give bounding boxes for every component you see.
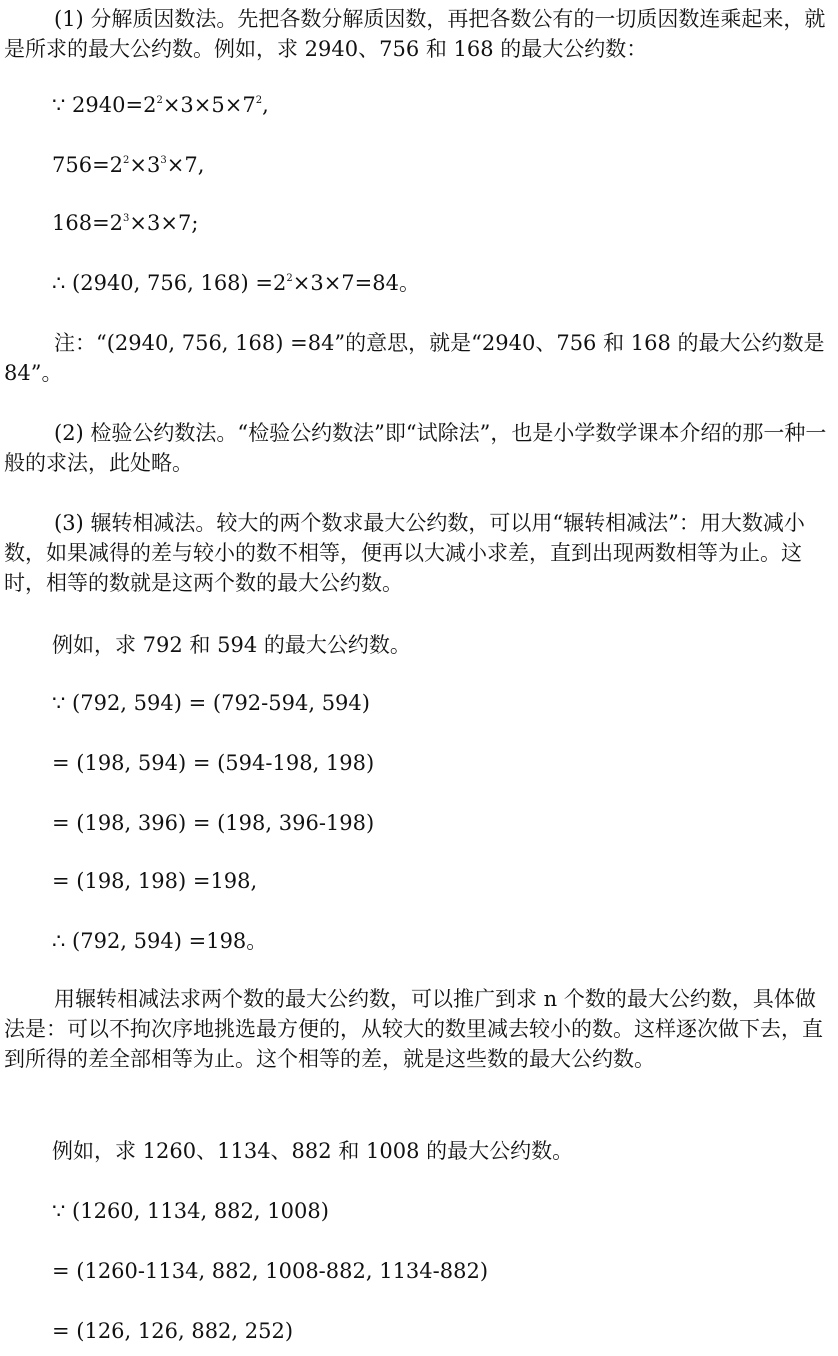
equation-line: ∴ (792, 594) =198。 (52, 929, 268, 953)
equation-text: 756=2 (52, 153, 124, 177)
equation-text: , (262, 93, 269, 117)
equation-line: = (126, 126, 882, 252) (52, 1319, 294, 1343)
paragraph-prime-factorization: (1) 分解质因数法。先把各数分解质因数，再把各数公有的一切质因数连乘起来，就是所求的最大公约数。例如，求 2940、756 和 168 的最大公约数： (4, 7, 826, 61)
paragraph-trial-division: (2) 检验公约数法。“检验公约数法”即“试除法”，也是小学数学课本介绍的那一种一般的求法，此处略。 (4, 421, 827, 475)
paragraph-subtraction-method: (3) 辗转相减法。较大的两个数求最大公约数，可以用“辗转相减法”：用大数减小数，如果减得的差与较小的数不相等，便再以大减小求差，直到出现两数相等为止。这时，相等的数就是这两个数的最大公约数。 (4, 511, 805, 595)
equation-text: ×3 (129, 153, 161, 177)
example-792-594-intro: 例如，求 792 和 594 的最大公约数。 (52, 633, 411, 657)
equation-text: ×3×7=84。 (292, 271, 420, 295)
equation-text: ×7, (166, 153, 205, 177)
equation-168 (52, 208, 198, 238)
exponent: 2 (156, 95, 163, 106)
equation-line: = (198, 396) = (198, 396-198) (52, 811, 375, 835)
exponent: 3 (123, 213, 130, 224)
equation-line: = (1260-1134, 882, 1008-882, 1134-882) (52, 1259, 489, 1283)
equation-756 (52, 150, 204, 180)
equation-line: = (198, 594) = (594-198, 198) (52, 751, 375, 775)
equation-text: ∵ 2940=2 (52, 93, 157, 117)
equation-line: = (198, 198) =198, (52, 869, 258, 893)
equation-2940 (52, 90, 269, 120)
equation-text: ×3×5×7 (162, 93, 256, 117)
equation-text: ×3×7; (129, 211, 199, 235)
exponent: 2 (123, 155, 130, 166)
equation-gcd-84 (52, 268, 420, 298)
equation-text: ∴ (2940, 756, 168) =2 (52, 271, 287, 295)
exponent: 2 (255, 95, 263, 106)
paragraph-generalization: 用辗转相减法求两个数的最大公约数，可以推广到求 n 个数的最大公约数，具体做法是：可以不拘次序地挑选最方便的，从较大的数里减去较小的数。这样逐次做下去，直到所得的差全部相等为止。这个相等的差，就是这些数的最大公约数。 (4, 987, 823, 1071)
example-four-numbers-intro: 例如，求 1260、1134、882 和 1008 的最大公约数。 (52, 1139, 574, 1163)
paragraph-note: 注：“(2940, 756, 168) =84”的意思，就是“2940、756 和 168 的最大公约数是 84”。 (4, 331, 825, 385)
exponent: 2 (286, 273, 293, 284)
equation-line: ∵ (1260, 1134, 882, 1008) (52, 1199, 329, 1223)
exponent: 3 (160, 155, 167, 166)
equation-line: ∵ (792, 594) = (792-594, 594) (52, 691, 370, 715)
equation-text: 168=2 (52, 211, 124, 235)
